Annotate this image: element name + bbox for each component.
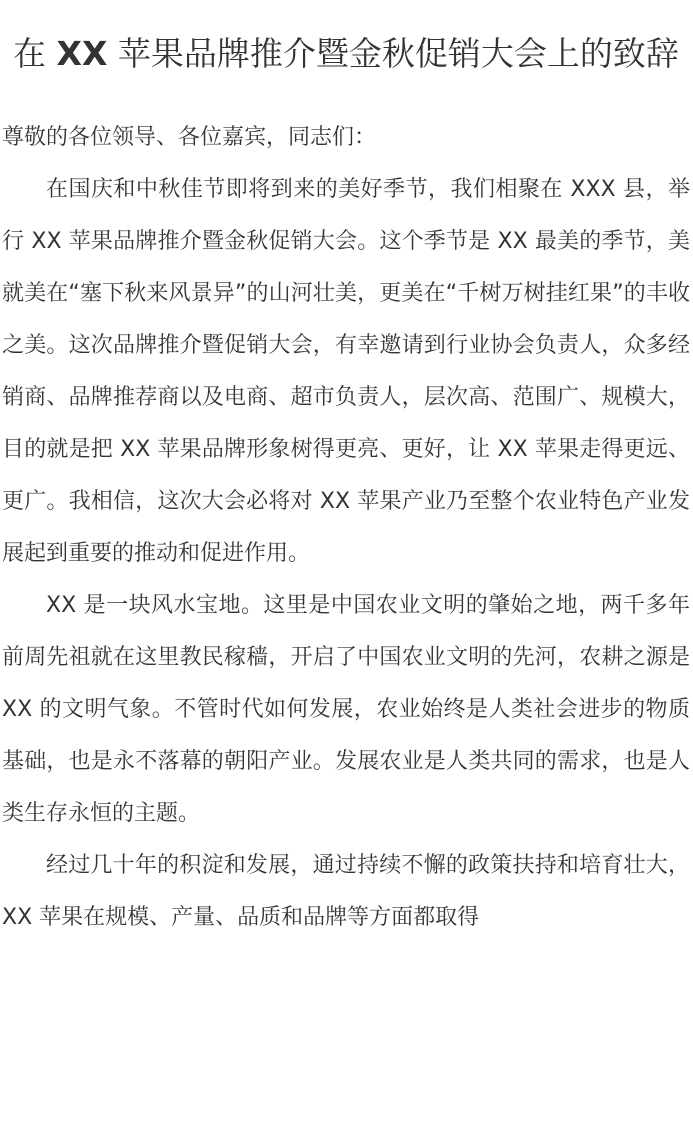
paragraph-3: 经过几十年的积淀和发展，通过持续不懈的政策扶持和培育壮大，XX 苹果在规模、产量、品质和品牌等方面都取得 xyxy=(2,853,690,930)
title-prefix: 在 xyxy=(13,34,57,73)
title-bold: XX xyxy=(56,34,108,73)
paragraph-2: XX 是一块风水宝地。这里是中国农业文明的肇始之地，两千多年前周先祖就在这里教民稼穑，开启了中国农业文明的先河，农耕之源是 XX 的文明气象。不管时代如何发展，农业始终是人类社会进步的物质基础，也是永不落幕的朝阳产业。发展农业是人类共同的需求，也是人类生存永恒的主题。 xyxy=(2,593,690,826)
document-page xyxy=(0,28,693,1125)
paragraph-1: 在国庆和中秋佳节即将到来的美好季节，我们相聚在 XXX 县，举行 XX 苹果品牌推介暨金秋促销大会。这个季节是 XX 最美的季节，美就美在“塞下秋来风景异”的山河壮美，更美在“千树万树挂红果”的丰收之美。这次品牌推介暨促销大会，有幸邀请到行业协会负责人，众多经销商、品牌推荐商以及电商、超市负责人，层次高、范围广、规模大，目的就是把 XX 苹果品牌形象树得更亮、更好，让 XX 苹果走得更远、更广。我相信，这次大会必将对 XX 苹果产业乃至整个农业特色产业发展起到重要的推动和促进作用。 xyxy=(2,177,690,566)
document-title xyxy=(2,28,690,80)
title-rest: 苹果品牌推介暨金秋促销大会上的致辞 xyxy=(107,34,679,73)
document-body xyxy=(2,112,690,944)
salutation: 尊敬的各位领导、各位嘉宾，同志们： xyxy=(2,125,377,150)
